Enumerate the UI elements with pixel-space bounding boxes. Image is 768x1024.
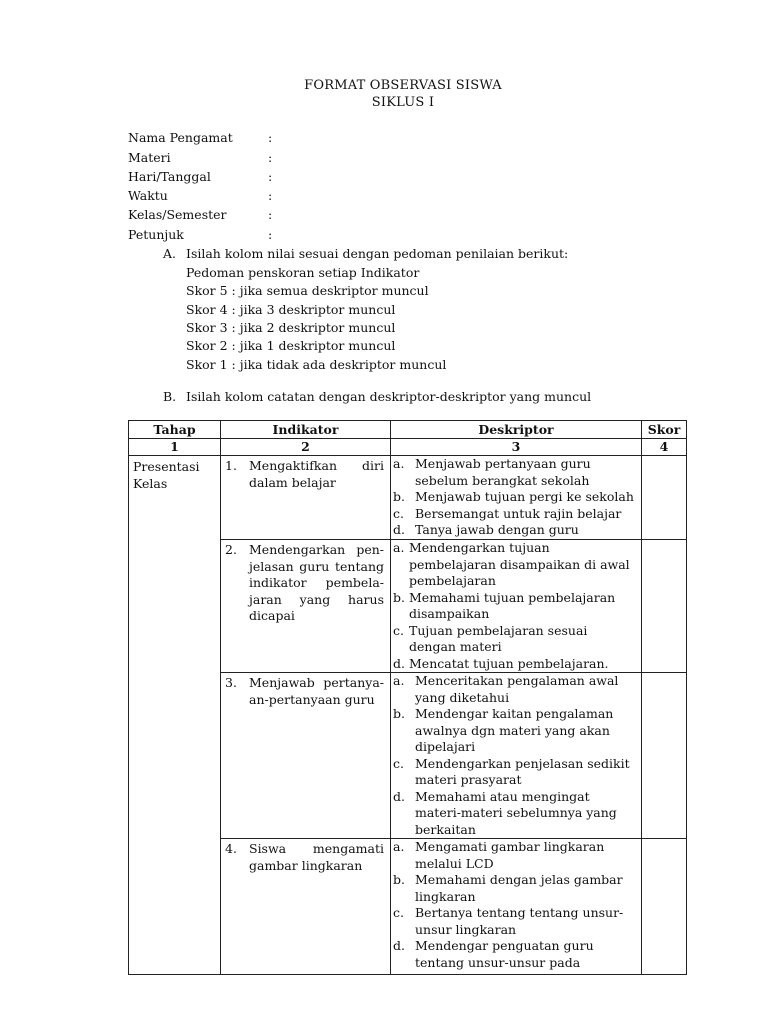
field-colon: : [268, 227, 273, 242]
indicator-number: 2. [225, 542, 237, 557]
field-label: Petunjuk [128, 227, 184, 242]
instruction-line: Skor 5 : jika semua deskriptor muncul [186, 283, 429, 298]
indicator-number: 3. [225, 675, 237, 690]
field-label: Nama Pengamat [128, 130, 233, 145]
descriptor-cell [391, 540, 642, 673]
table-header-row [129, 421, 687, 439]
descriptor-letter: a. [393, 456, 405, 471]
descriptor-item [391, 905, 641, 938]
skor-cell[interactable] [642, 456, 687, 540]
descriptor-letter: c. [393, 622, 404, 638]
field-hari-tanggal [128, 168, 272, 186]
descriptor-item [391, 656, 641, 673]
indicator-cell [221, 456, 391, 540]
descriptor-text: Memahami tujuan pembelajaran disampaikan [409, 589, 616, 621]
field-colon: : [268, 150, 273, 165]
tahap-cell: Presentasi Kelas [129, 456, 221, 975]
descriptor-text: Menjawab pertanyaan guru sebelum berangkat sekolah [415, 456, 591, 488]
descriptor-text: Mencatat tujuan pembelajaran. [409, 655, 609, 671]
field-waktu [128, 187, 272, 205]
descriptor-item [391, 706, 641, 756]
descriptor-text: Mendengar kaitan pengalaman awalnya dgn materi yang akan dipelajari [415, 706, 614, 754]
descriptor-item [391, 839, 641, 872]
header-tahap: Tahap [129, 421, 221, 439]
indicator-number: 4. [225, 841, 237, 856]
instruction-letter: B. [163, 389, 177, 404]
descriptor-item [391, 590, 641, 623]
descriptor-text: Tanya jawab dengan guru [415, 522, 579, 537]
indicator-text: Mengaktifkan diri dalam belajar [249, 458, 384, 490]
descriptor-item [391, 872, 641, 905]
field-colon: : [268, 188, 273, 203]
descriptor-item [391, 522, 641, 539]
descriptor-item [391, 489, 641, 506]
instruction-line: Skor 3 : jika 2 deskriptor muncul [186, 320, 396, 335]
descriptor-letter: b. [393, 706, 405, 721]
document-subtitle: SIKLUS I [371, 95, 435, 110]
table-row [129, 456, 687, 540]
column-number: 4 [642, 439, 687, 456]
skor-cell[interactable] [642, 839, 687, 975]
descriptor-letter: d. [393, 655, 405, 671]
descriptor-letter: a. [393, 839, 405, 854]
descriptor-text: Memahami atau mengingat materi-materi sebelumnya yang berkaitan [415, 788, 617, 837]
descriptor-text: Mendengarkan penjelasan sedikit materi prasyarat [415, 755, 630, 787]
indicator-cell [221, 540, 391, 673]
descriptor-item [391, 756, 641, 789]
descriptor-item [391, 456, 641, 489]
descriptor-text: Bertanya tentang tentang unsur-unsur lingkaran [415, 905, 624, 937]
instruction-a [163, 245, 569, 372]
indicator-cell [221, 839, 391, 975]
header-indikator: Indikator [221, 421, 391, 439]
instruction-line: Skor 1 : jika tidak ada deskriptor muncul [186, 357, 447, 372]
indicator-text: Menjawab pertanya-an-pertanyaan guru [249, 675, 384, 707]
field-colon: : [268, 169, 273, 184]
field-nama-pengamat [128, 129, 272, 147]
descriptor-item [391, 540, 641, 590]
descriptor-cell [391, 673, 642, 839]
instruction-line: Isilah kolom catatan dengan deskriptor-deskriptor yang muncul [186, 389, 592, 404]
field-label: Kelas/Semester [128, 207, 227, 222]
descriptor-text: Mendengarkan tujuan pembelajaran disampaikan di awal pembelajaran [409, 540, 630, 588]
descriptor-text: Mengamati gambar lingkaran melalui LCD [415, 839, 605, 871]
descriptor-text: Memahami dengan jelas gambar lingkaran [415, 872, 623, 904]
descriptor-text: Menjawab tujuan pergi ke sekolah [415, 489, 634, 504]
descriptor-letter: a. [393, 673, 405, 688]
descriptor-text: Bersemangat untuk rajin belajar [415, 505, 622, 521]
instruction-b [163, 388, 592, 406]
descriptor-item [391, 938, 641, 971]
field-label: Hari/Tanggal [128, 169, 211, 184]
field-label: Materi [128, 150, 171, 165]
header-deskriptor: Deskriptor [391, 421, 642, 439]
descriptor-text: Tujuan pembelajaran sesuai dengan materi [409, 622, 588, 654]
descriptor-letter: b. [393, 872, 405, 887]
column-number: 3 [391, 439, 642, 456]
field-label: Waktu [128, 188, 168, 203]
skor-cell[interactable] [642, 540, 687, 673]
descriptor-letter: b. [393, 589, 405, 605]
instruction-line: Skor 2 : jika 1 deskriptor muncul [186, 338, 396, 353]
observation-table [128, 420, 687, 975]
document-title: FORMAT OBSERVASI SISWA [304, 78, 502, 93]
descriptor-letter: a. [393, 540, 405, 555]
instruction-line: Isilah kolom nilai sesuai dengan pedoman penilaian berikut: [186, 246, 569, 261]
indicator-text: Siswa mengamati gambar lingkaran [249, 841, 384, 873]
descriptor-text: Menceritakan pengalaman awal yang diketahui [415, 673, 619, 705]
descriptor-item [391, 506, 641, 523]
descriptor-letter: c. [393, 755, 404, 771]
descriptor-letter: b. [393, 489, 405, 504]
descriptor-letter: c. [393, 905, 404, 920]
column-number: 1 [129, 439, 221, 456]
instruction-line: Pedoman penskoran setiap Indikator [186, 265, 420, 280]
descriptor-letter: c. [393, 505, 404, 521]
header-skor: Skor [642, 421, 687, 439]
descriptor-letter: d. [393, 788, 405, 804]
field-kelas-semester [128, 206, 272, 224]
descriptor-cell [391, 839, 642, 975]
field-petunjuk [128, 226, 272, 244]
indicator-cell [221, 673, 391, 839]
skor-cell[interactable] [642, 673, 687, 839]
column-number: 2 [221, 439, 391, 456]
field-materi [128, 149, 272, 167]
descriptor-item [391, 789, 641, 839]
instruction-line: Skor 4 : jika 3 deskriptor muncul [186, 302, 396, 317]
column-number-row [129, 439, 687, 456]
field-colon: : [268, 130, 273, 145]
descriptor-text: Mendengar penguatan guru tentang unsur-unsur pada [415, 938, 594, 970]
descriptor-item [391, 623, 641, 656]
descriptor-cell [391, 456, 642, 540]
field-colon: : [268, 207, 273, 222]
descriptor-item [391, 673, 641, 706]
descriptor-letter: d. [393, 938, 405, 953]
indicator-number: 1. [225, 458, 237, 473]
indicator-text: Mendengarkan pen-jelasan guru tentang indikator pembela-jaran yang harus dicapai [249, 542, 384, 623]
instruction-letter: A. [163, 246, 177, 261]
descriptor-letter: d. [393, 522, 405, 537]
